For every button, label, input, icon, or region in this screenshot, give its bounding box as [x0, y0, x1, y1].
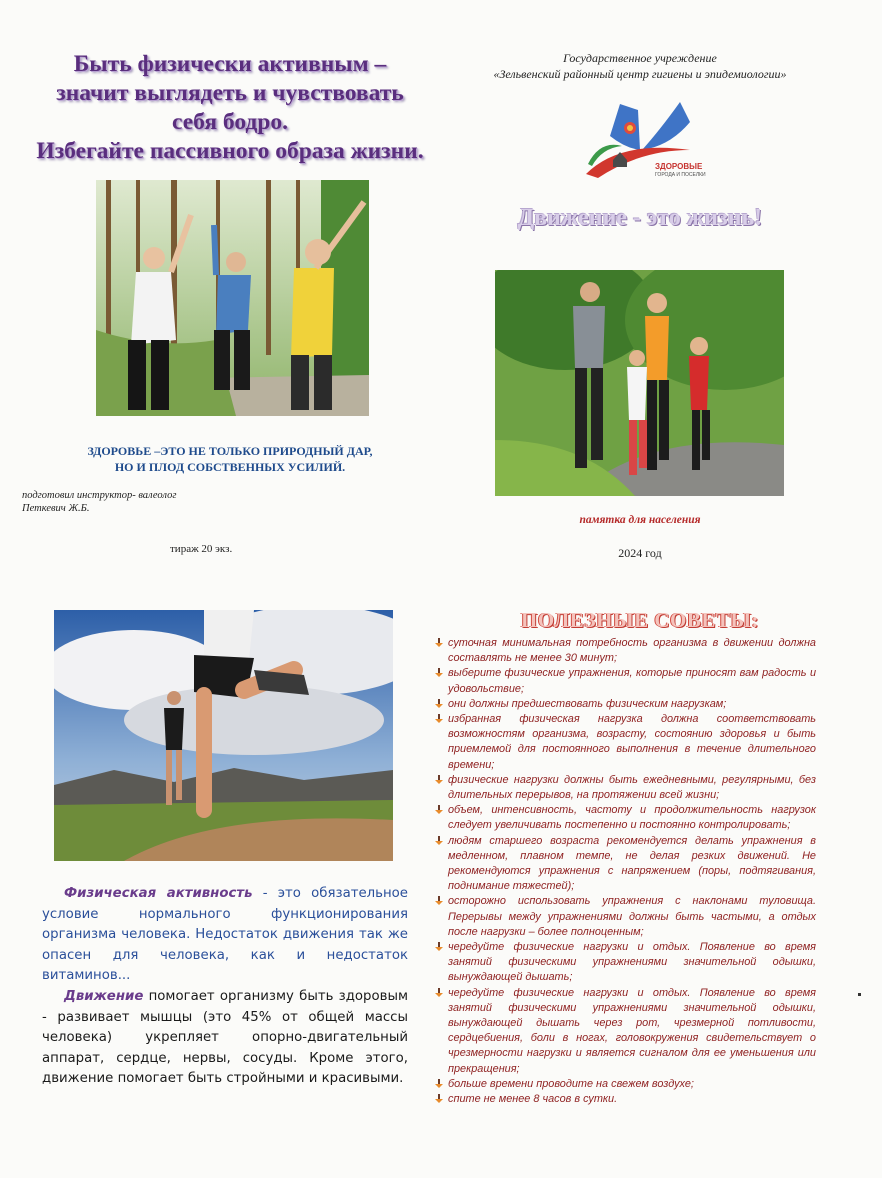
tip-text: избранная физическая нагрузка должна соответствовать возможностям организма, возрасту, состоянию здоровья и быть приемлемой для постоянного выполнения в течение длительного времени;	[448, 713, 816, 771]
list-item	[434, 666, 816, 696]
logo-subcaption: ГОРОДА И ПОСЕЛКИ	[655, 172, 706, 178]
list-item	[434, 636, 816, 666]
arrow-bullet-icon	[434, 638, 444, 648]
arrow-bullet-icon	[434, 1094, 444, 1104]
list-item	[434, 1077, 816, 1092]
list-item	[434, 940, 816, 986]
paragraph-text: помогает организму быть здоровым - развивает мышцы (это 45% от общей массы человека) укрепляет опорно-двигательный аппарат, сердце, нервы, сосуды. Кроме этого, движение помогает быть стройными и красивыми.	[42, 988, 408, 1087]
arrow-bullet-icon	[434, 836, 444, 846]
headline-line: Избегайте пассивного образа жизни.	[36, 138, 424, 164]
photo-women-stretching-image	[96, 180, 369, 416]
tip-text: суточная минимальная потребность организма в движении должна составлять не менее 30 минут;	[448, 637, 816, 665]
institution-line: «Зельвенский районный центр гигиены и эпидемиологии»	[493, 67, 787, 81]
slogan-line: НО И ПЛОД СОБСТВЕННЫХ УСИЛИЙ.	[114, 460, 346, 474]
institution-line: Государственное учреждение	[563, 51, 717, 65]
tip-text: чередуйте физические нагрузки и отдых. Появление во время занятий физическими упражнениями значительной одышки, вынуждающей дышать;	[448, 941, 816, 984]
arrow-bullet-icon	[434, 988, 444, 998]
body-text	[42, 884, 408, 1090]
arrow-bullet-icon	[434, 805, 444, 815]
list-item	[434, 773, 816, 803]
tips-title: ПОЛЕЗНЫЕ СОВЕТЫ:	[521, 608, 759, 632]
slogan	[60, 443, 400, 475]
arrow-bullet-icon	[434, 1079, 444, 1089]
arrow-bullet-icon	[434, 714, 444, 724]
tip-text: людям старшего возраста рекомендуется делать упражнения в медленном, плавном темпе, не делая резких движений. Не рекомендуются упражнения с напряжением (поры, подтягивания, поднимание тяжестей);	[448, 834, 816, 893]
list-item	[434, 712, 816, 773]
memo-label: памятка для населения	[579, 514, 701, 526]
headline-line: значит выглядеть и чувствовать	[56, 80, 404, 106]
keyword-physical-activity: Физическая активность	[64, 886, 253, 901]
arrow-bullet-icon	[434, 942, 444, 952]
institution-name	[460, 50, 820, 82]
list-item	[434, 834, 816, 895]
keyword-movement: Движение	[64, 988, 144, 1004]
author-credit	[22, 489, 176, 515]
photo-family-running	[495, 270, 784, 496]
tip-text: чередуйте физические нагрузки и отдых. Появление во время занятий физическими упражнениями значительной одышки, вынуждающей дышать через рот, чрезмерной потливости, сердцебиения, боли в ногах, головокружения свидетельствует о чрезмерности нагрузки и является сигналом для ее уменьшения или прекращения;	[448, 986, 816, 1075]
tip-text: физические нагрузки должны быть ежедневными, регулярными, без длительных перерывов, на протяжении всей жизни;	[448, 773, 816, 802]
list-item	[434, 1092, 816, 1107]
slogan-line: ЗДОРОВЬЕ –ЭТО НЕ ТОЛЬКО ПРИРОДНЫЙ ДАР,	[87, 444, 373, 458]
photo-women-stretching	[96, 180, 369, 416]
headline	[20, 50, 440, 166]
tip-text: выберите физические упражнения, которые приносят вам радость и удовольствие;	[448, 667, 816, 695]
stray-dot	[858, 993, 861, 996]
paragraph-movement	[42, 987, 408, 1090]
tips-list	[434, 636, 816, 1107]
print-run: тираж 20 экз.	[170, 543, 233, 555]
photo-women-running-image	[54, 610, 393, 861]
photo-family-running-image	[495, 270, 784, 496]
tip-text: спите не менее 8 часов в сутки.	[448, 1093, 618, 1106]
list-item	[434, 697, 816, 712]
paragraph-text: - это обязательное условие нормального функционирования организма человека. Недостаток движения так же опасен для человека, как и недостаток витаминов...	[42, 886, 408, 984]
arrow-bullet-icon	[434, 775, 444, 785]
paragraph-physical-activity	[42, 884, 408, 987]
arrow-bullet-icon	[434, 699, 444, 709]
author-line: Петкевич Ж.Б.	[22, 503, 90, 514]
list-item	[434, 803, 816, 833]
photo-women-running	[54, 610, 393, 861]
year-label: 2024 год	[618, 546, 662, 560]
tip-text: осторожно использовать упражнения с наклонами туловища. Перерывы между упражнениями должны быть частыми, а отдых после нагрузки – более полноценным;	[448, 895, 816, 938]
tip-text: больше времени проводите на свежем воздухе;	[448, 1077, 694, 1090]
author-line: подготовил инструктор- валеолог	[22, 490, 177, 501]
list-item	[434, 986, 816, 1077]
list-item	[434, 894, 816, 940]
arrow-bullet-icon	[434, 896, 444, 906]
motto: Движение - это жизнь!	[517, 205, 763, 231]
logo-caption: ЗДОРОВЫЕ	[655, 162, 703, 171]
tip-text: объем, интенсивность, частоту и продолжительность нагрузок следует увеличивать постепенно и постоянно контролировать;	[448, 804, 816, 832]
arrow-bullet-icon	[434, 668, 444, 678]
headline-line: Быть физически активным –	[73, 51, 387, 77]
tip-text: они должны предшествовать физическим нагрузкам;	[448, 697, 727, 710]
headline-line: себя бодро.	[172, 109, 288, 135]
